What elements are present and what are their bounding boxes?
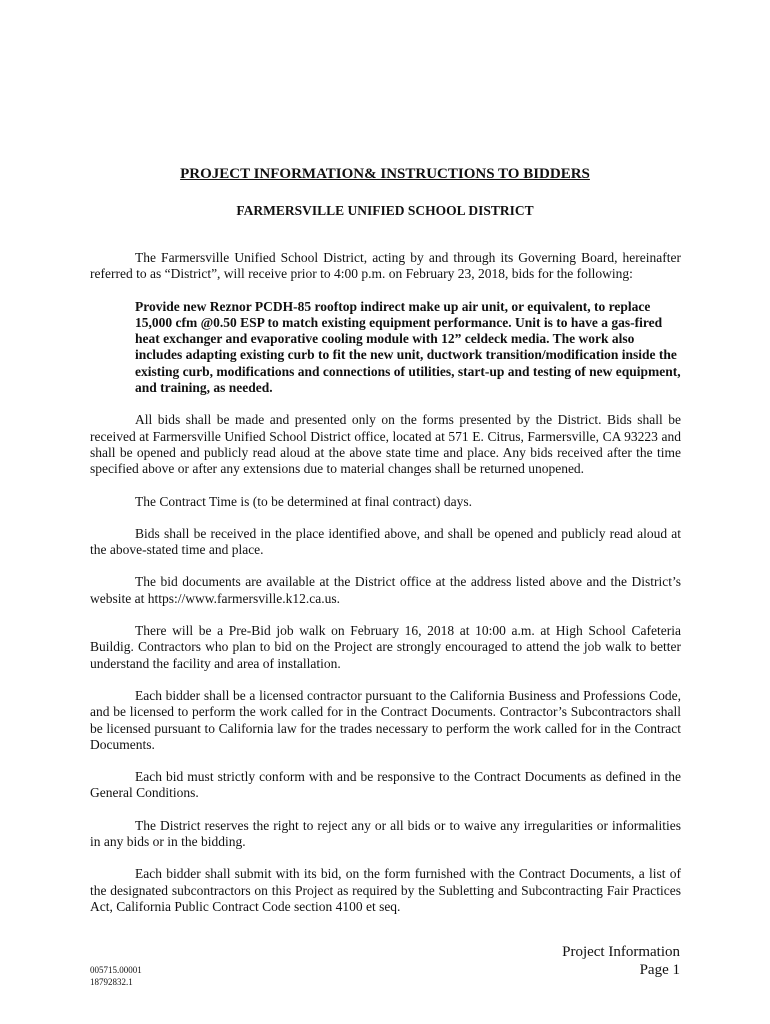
paragraph-bid-receipt: Bids shall be received in the place identified above, and shall be opened and publicly read aloud at the above-stated time and place.	[90, 525, 681, 558]
footer-section-label: Project Information	[562, 944, 680, 960]
footer-doc-number: 005715.00001	[90, 965, 142, 975]
paragraph-contract-time: The Contract Time is (to be determined at final contract) days.	[135, 493, 473, 509]
footer-doc-ids	[90, 964, 142, 988]
document-body	[90, 250, 681, 931]
footer-doc-id: 18792832.1	[90, 977, 133, 987]
paragraph-bid-documents: The bid documents are available at the District office at the address listed above and the District’s website at https://www.farmersville.k12.ca.us.	[90, 574, 681, 606]
footer-page-number: Page 1	[639, 962, 680, 978]
paragraph-conformance: Each bid must strictly conform with and be responsive to the Contract Documents as defined in the General Conditions.	[90, 769, 681, 801]
paragraph-job-walk: There will be a Pre-Bid job walk on February 16, 2018 at 10:00 a.m. at High School Cafeteria Buildig. Contractors who plan to bid on the Project are strongly encouraged to attend the job walk to better understand the facility and area of installation.	[90, 623, 681, 671]
paragraph-subcontractors: Each bidder shall submit with its bid, on the form furnished with the Contract Documents, a list of the designated subcontractors on this Project as required by the Subletting and Subcontracting Fair Practices Act, California Public Contract Code section 4100 et seq.	[90, 866, 681, 914]
paragraph-licensing: Each bidder shall be a licensed contractor pursuant to the California Business and Professions Code, and be licensed to perform the work called for in the Contract Documents. Contractor’s Subcontractors shall be licensed pursuant to California law for the trades necessary to perform the work called for in the Contract Documents.	[90, 687, 681, 752]
paragraph-scope-of-work: Provide new Reznor PCDH-85 rooftop indirect make up air unit, or equivalent, to replace 15,000 cfm @0.50 ESP to match existing equipment performance. Unit is to have a gas-fired heat exchanger and evaporative cooling module with 12” celdeck media. The work also includes adapting existing curb to fit the new unit, ductwork transition/modification inside the existing curb, modifications and connections of utilities, start-up and testing of new equipment, and training, as needed.	[135, 298, 681, 396]
document-subtitle: FARMERSVILLE UNIFIED SCHOOL DISTRICT	[236, 203, 534, 218]
paragraph-intro: The Farmersville Unified School District, acting by and through its Governing Board, hereinafter referred to as “District”, will receive prior to 4:00 p.m. on February 23, 2018, bids for the following:	[90, 250, 681, 282]
document-title: PROJECT INFORMATION& INSTRUCTIONS TO BIDDERS	[180, 166, 590, 182]
paragraph-rejection-rights: The District reserves the right to reject any or all bids or to waive any irregularities or informalities in any bids or in the bidding.	[90, 817, 681, 850]
paragraph-bid-forms: All bids shall be made and presented only on the forms presented by the District. Bids shall be received at Farmersville Unified School District office, located at 571 E. Citrus, Farmersville, CA 93223 and shall be opened and publicly read aloud at the above state time and place. Any bids received after the time specified above or after any extensions due to material changes shall be returned unopened.	[90, 412, 681, 477]
footer-page-info	[562, 943, 680, 979]
